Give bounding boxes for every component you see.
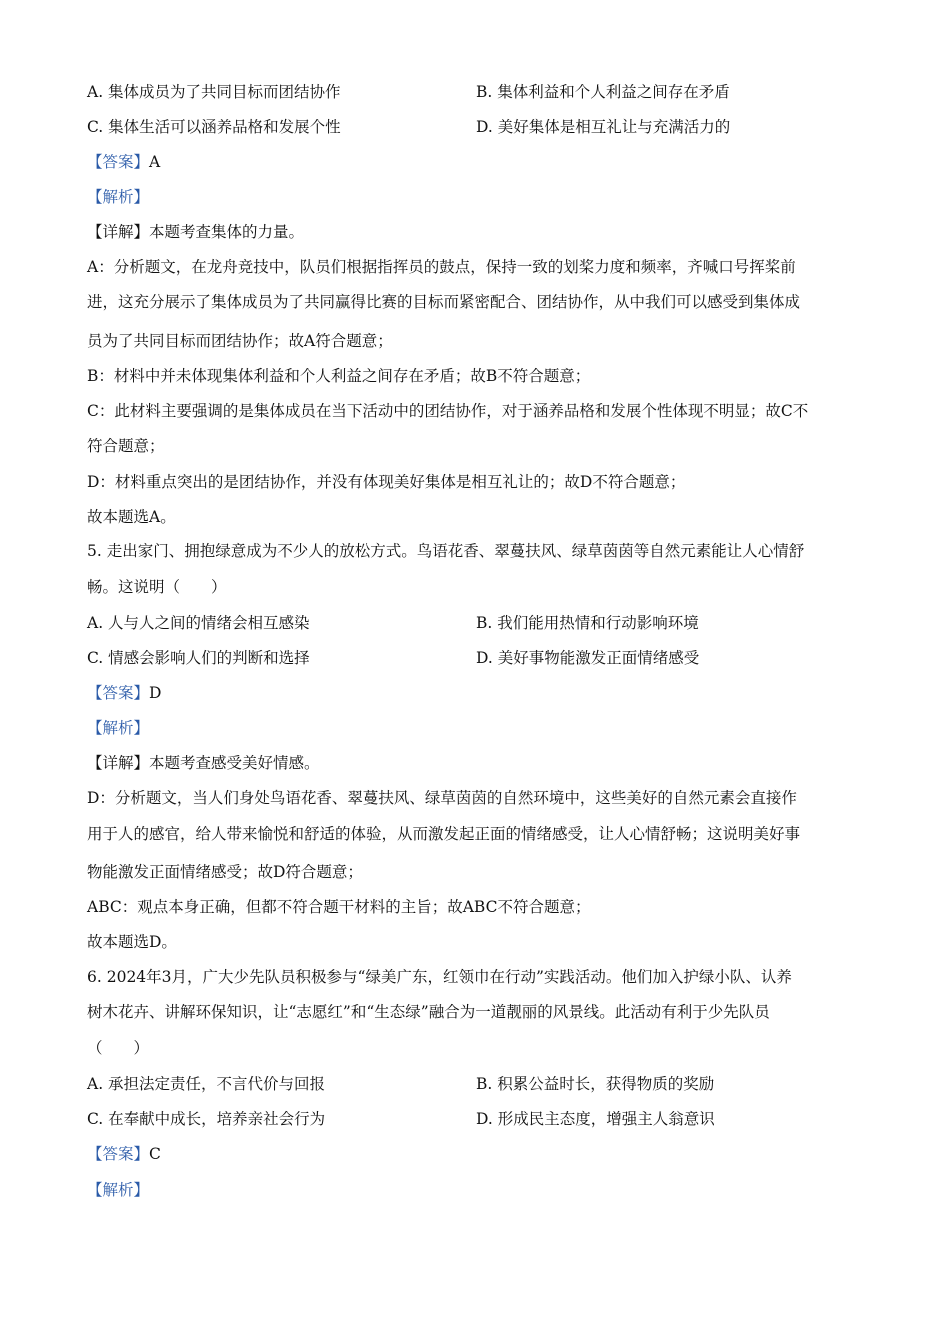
- q4-analysis-line: B：材料中并未体现集体利益和个人利益之间存在矛盾；故B不符合题意；: [87, 367, 591, 385]
- q4-analysis-line: C：此材料主要强调的是集体成员在当下活动中的团结协作，对于涵养品格和发展个性体现不明显；故C不: [87, 402, 809, 420]
- q5-option-c: C. 情感会影响人们的判断和选择: [87, 649, 310, 667]
- q4-option-a: A. 集体成员为了共同目标而团结协作: [87, 83, 341, 101]
- q4-analysis-line: D：材料重点突出的是团结协作，并没有体现美好集体是相互礼让的；故D不符合题意；: [87, 473, 686, 491]
- q6-option-c: C. 在奉献中成长，培养亲社会行为: [87, 1110, 326, 1128]
- answer-tag: 【答案】: [87, 1145, 150, 1163]
- q4-analysis-tag: 【解析】: [87, 188, 150, 206]
- answer-value: D: [149, 684, 162, 702]
- answer-tag: 【答案】: [87, 684, 150, 702]
- q4-analysis-line: 符合题意；: [87, 437, 165, 455]
- q6-option-b: B. 积累公益时长，获得物质的奖励: [476, 1075, 715, 1093]
- q5-analysis-line: 物能激发正面情绪感受；故D符合题意；: [87, 863, 363, 881]
- answer-value: C: [149, 1145, 161, 1163]
- q4-option-d: D. 美好集体是相互礼让与充满活力的: [476, 118, 731, 136]
- q5-stem: 5. 走出家门、拥抱绿意成为不少人的放松方式。鸟语花香、翠蔓扶风、绿草茵茵等自然元素能让人心情舒: [87, 542, 805, 560]
- q5-analysis-line: 故本题选D。: [87, 933, 177, 951]
- q6-analysis-tag: 【解析】: [87, 1181, 150, 1199]
- q6-option-d: D. 形成民主态度，增强主人翁意识: [476, 1110, 715, 1128]
- q4-answer: [87, 152, 160, 172]
- q5-answer: [87, 683, 161, 703]
- q4-detail: 【详解】本题考查集体的力量。: [87, 223, 305, 241]
- q5-option-d: D. 美好事物能激发正面情绪感受: [476, 649, 700, 667]
- q5-analysis-line: ABC：观点本身正确，但都不符合题干材料的主旨；故ABC不符合题意；: [87, 898, 591, 916]
- q6-stem: 树木花卉、讲解环保知识，让“志愿红”和“生态绿”融合为一道靓丽的风景线。此活动有利于少先队员: [87, 1003, 770, 1021]
- q5-option-a: A. 人与人之间的情绪会相互感染: [87, 614, 310, 632]
- q4-analysis-line: 进，这充分展示了集体成员为了共同赢得比赛的目标而紧密配合、团结协作，从中我们可以感受到集体成: [87, 293, 801, 311]
- q4-analysis-line: A：分析题文，在龙舟竞技中，队员们根据指挥员的鼓点，保持一致的划桨力度和频率，齐喊口号挥桨前: [87, 258, 796, 276]
- q6-stem: （ ）: [87, 1039, 150, 1057]
- q4-analysis-line: 员为了共同目标而团结协作；故A符合题意；: [87, 332, 393, 350]
- q5-analysis-line: D：分析题文，当人们身处鸟语花香、翠蔓扶风、绿草茵茵的自然环境中，这些美好的自然元素会直接作: [87, 789, 797, 807]
- q5-stem: 畅。这说明（ ）: [87, 578, 227, 596]
- q6-stem: 6. 2024年3月，广大少先队员积极参与“绿美广东，红领巾在行动”实践活动。他们加入护绿小队、认养: [87, 968, 792, 986]
- q4-option-b: B. 集体利益和个人利益之间存在矛盾: [476, 83, 730, 101]
- answer-tag: 【答案】: [87, 153, 150, 171]
- answer-value: A: [149, 153, 161, 171]
- q4-analysis-line: 故本题选A。: [87, 508, 176, 526]
- q5-analysis-line: 用于人的感官，给人带来愉悦和舒适的体验，从而激发起正面的情绪感受，让人心情舒畅；这说明美好事: [87, 825, 801, 843]
- q6-answer: [87, 1144, 161, 1164]
- q5-option-b: B. 我们能用热情和行动影响环境: [476, 614, 699, 632]
- q5-analysis-tag: 【解析】: [87, 719, 150, 737]
- q5-detail: 【详解】本题考查感受美好情感。: [87, 754, 320, 772]
- q4-option-c: C. 集体生活可以涵养品格和发展个性: [87, 118, 341, 136]
- q6-option-a: A. 承担法定责任，不言代价与回报: [87, 1075, 326, 1093]
